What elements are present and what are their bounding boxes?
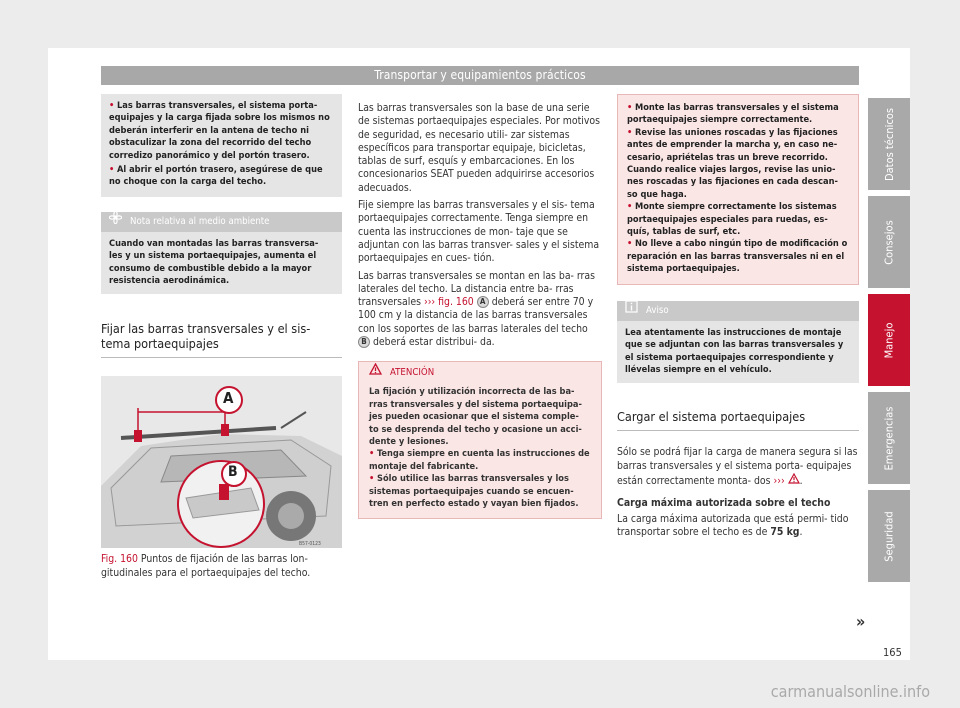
middle-column: [358, 102, 602, 519]
subheading: Carga máxima autorizada sobre el techo: [617, 497, 831, 510]
list-item: • Tenga siempre en cuenta las instrucciones de montaje del fabricante.: [369, 448, 590, 472]
warning-triangle-icon: [369, 362, 382, 384]
tab-seguridad[interactable]: Seguridad: [868, 490, 910, 582]
list-item: • Revise las uniones roscadas y las fijaciones antes de emprender la marcha y, en caso ne- cesario, apriételas tras un breve recorrido. Cuando realice viajes largos, revise las unio- nes roscadas y las fijaciones en cada descan- so que haga.: [627, 126, 838, 200]
list-item: • No lleve a cabo ningún tipo de modificación o reparación en las barras transversales ni en el sistema portaequipajes.: [627, 238, 848, 275]
aviso-note: [617, 301, 859, 384]
bullet-icon: •: [627, 201, 633, 213]
tab-consejos[interactable]: Consejos: [868, 196, 910, 288]
paragraph: Las barras transversales se montan en las ba- rras laterales del techo. La distancia entre ba- rras transversales ››› fig. 160 A deberá ser entre 70 y 100 cm y la distancia de las barras transversales con los soportes de las barras laterales del techo B deberá estar distribui- da.: [358, 269, 595, 349]
warning-reference-link[interactable]: ›››: [773, 474, 785, 487]
bullet-icon: •: [627, 126, 633, 138]
info-icon: [625, 300, 638, 321]
bullet-icon: •: [627, 238, 633, 250]
bullet-icon: •: [369, 473, 375, 485]
paragraph: La carga máxima autorizada que está permi- tido transportar sobre el techo es de 75 kg.: [617, 512, 849, 538]
list-item: • Las barras transversales, el sistema porta- equipajes y la carga fijada sobre los mismos no deberán interferir en la antena de techo ni obstaculizar la zona del recorrido del techo corredizo panorámico y del portón trasero.: [109, 100, 330, 161]
list-item: • Al abrir el portón trasero, asegúrese de que no choque con la carga del techo.: [109, 164, 323, 188]
marker-a: A: [477, 296, 489, 308]
warning-box: [358, 361, 602, 519]
right-column: [617, 94, 859, 539]
figure-caption-ref[interactable]: Fig. 160: [101, 553, 138, 566]
car-roof-illustration: [101, 376, 342, 548]
warning-continuation-box: [617, 94, 859, 285]
watermark: carmanualsonline.info: [770, 682, 930, 701]
aviso-header: Aviso: [617, 301, 859, 321]
figure-code: B57-0123: [299, 541, 321, 548]
bullet-icon: •: [109, 164, 115, 176]
section-title-cargar: Cargar el sistema portaequipajes: [617, 409, 859, 431]
leaf-icon: [109, 211, 122, 232]
figure-reference-link[interactable]: ››› fig. 160: [423, 296, 474, 309]
bullet-icon: •: [369, 448, 375, 460]
warning-continuation-box: [101, 94, 342, 197]
list-item: • Monte siempre correctamente los sistemas portaequipajes especiales para ruedas, es- quís, tablas de surf, etc.: [627, 201, 837, 238]
tab-manejo[interactable]: Manejo: [868, 294, 910, 386]
environment-note-header: Nota relativa al medio ambiente: [101, 212, 342, 232]
aviso-body: Lea atentamente las instrucciones de montaje que se adjuntan con las barras transversales y el sistema portaequipajes correspondiente y llévelas siempre en el vehículo.: [617, 321, 859, 384]
figure-160: [101, 376, 342, 548]
paragraph: Las barras transversales son la base de una serie de sistemas portaequipajes especiales. Por motivos de seguridad, es necesario utili- zar sistemas específicos para transportar equipaje, bicicletas, tablas de surf, esquís y embarcaciones. En los concesionarios SEAT pueden adquirirse accesorios adecuados.: [358, 102, 600, 194]
marker-b: B: [358, 336, 370, 348]
tab-emergencias[interactable]: Emergencias: [868, 392, 910, 484]
figure-label-a: A: [223, 389, 234, 408]
page-number: 165: [883, 646, 902, 659]
warning-triangle-icon: [788, 475, 800, 487]
bullet-icon: •: [109, 100, 115, 111]
paragraph: Fije siempre las barras transversales y el sis- tema portaequipajes correctamente. Tenga siempre en cuenta las instrucciones de mon- taje que se adjuntan con las barras transver- sales y el sistema portaequipajes en cues- tión.: [358, 199, 600, 265]
paragraph: Sólo se podrá fijar la carga de manera segura si las barras transversales y el sistema porta- equipajes están correctamente monta- dos ››› .: [617, 446, 858, 487]
environment-note: [101, 212, 342, 295]
section-title-fijar: Fijar las barras transversales y el sis- tema portaequipajes: [101, 321, 342, 358]
warning-body: La fijación y utilización incorrecta de las ba- rras transversales y del sistema portaequipa- jes pueden ocasionar que el sistema comple- to se desprenda del techo y ocasione un acci- dente y lesiones. • Tenga siempre en cuenta las instrucciones de montaje del fabricante. • Sólo utilice las barras transversales y los sistemas portaequipajes cuando se encuen- tren en perfecto estado y vayan bien fijados.: [369, 386, 590, 509]
figure-label-b: B: [228, 464, 238, 481]
page-header: Transportar y equipamientos prácticos: [101, 66, 859, 85]
left-column: [101, 94, 342, 580]
list-item: • Monte las barras transversales y el sistema portaequipajes siempre correctamente.: [627, 102, 839, 126]
tab-datos-tecnicos[interactable]: Datos técnicos: [868, 98, 910, 190]
list-item: • Sólo utilice las barras transversales y los sistemas portaequipajes cuando se encuen- tren en perfecto estado y vayan bien fijados.: [369, 473, 579, 509]
warning-header: ATENCIÓN: [359, 362, 601, 384]
bullet-icon: •: [627, 102, 633, 113]
continue-arrow-icon: »: [856, 612, 866, 631]
figure-caption: Fig. 160 Puntos de fijación de las barras lon- gitudinales para el portaequipajes del techo.: [101, 553, 311, 579]
environment-note-body: Cuando van montadas las barras transversa- les y un sistema portaequipajes, aumenta el consumo de combustible debido a la mayor resistencia aerodinámica.: [101, 232, 342, 295]
